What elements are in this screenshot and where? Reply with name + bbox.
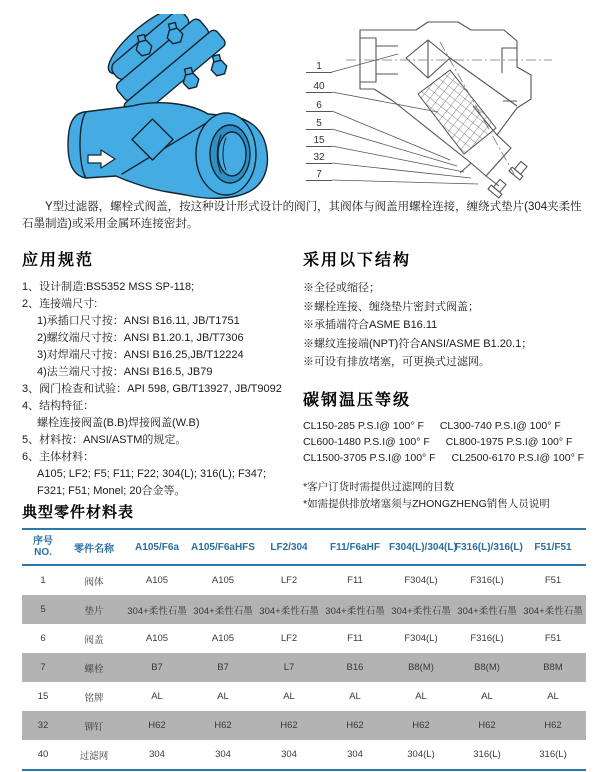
material-cell: 304+柔性石墨	[523, 605, 583, 617]
structure-item: ※承插端符合ASME B16.11	[303, 319, 438, 331]
table-row	[22, 682, 586, 711]
column-header-material: F304(L)/304(L)	[388, 529, 454, 565]
material-cell: AL	[283, 691, 295, 702]
material-cell: LF2	[280, 633, 298, 644]
material-cell: F51	[544, 633, 562, 644]
structure-item: ※全径或缩径；	[303, 282, 380, 294]
material-cell: H62	[412, 720, 430, 731]
spec-item: 螺栓连接阀盖(B.B)焊接阀盖(W.B)	[37, 417, 200, 429]
temperature-rating-lines	[303, 418, 589, 466]
material-cell: L7	[283, 662, 295, 673]
part-name-cell: 阀体	[84, 576, 104, 588]
material-cell: B16	[346, 662, 364, 673]
spec-item: 4)法兰端尺寸按：ANSI B16.5, JB79	[37, 366, 213, 378]
spec-item: 2)螺纹端尺寸按：ANSI B1.20.1, JB/T7306	[37, 332, 244, 344]
material-cell: B7	[217, 662, 229, 673]
rating-value: CL800-1975 P.S.I@ 100° F	[445, 435, 573, 448]
table-row	[22, 565, 586, 595]
structure-item: ※螺纹连接端(NPT)符合ANSI/ASME B1.20.1；	[303, 337, 533, 350]
material-cell: A105	[145, 633, 169, 644]
callout-part-6: 6	[306, 100, 332, 112]
material-cell: A105	[145, 575, 169, 586]
material-cell: 304+柔性石墨	[259, 605, 319, 617]
application-specs-section	[22, 247, 296, 500]
column-header-material: A105/F6a	[124, 529, 190, 565]
part-no-cell: 5	[40, 604, 46, 615]
part-name-cell: 铭牌	[84, 692, 104, 704]
order-note: *如需提供排放堵塞须与ZHONGZHENG销售人员说明	[303, 498, 550, 510]
column-header-material: F316(L)/316(L)	[454, 529, 520, 565]
material-cell: B8(M)	[408, 662, 434, 673]
application-specs-list	[22, 279, 296, 500]
rating-value: CL300-740 P.S.I@ 100° F	[439, 419, 561, 432]
y-strainer-3d-icon	[58, 14, 300, 200]
temperature-rating-title: 碳钢温压等级	[303, 391, 412, 409]
part-name-cell: 阀盖	[84, 634, 104, 646]
material-cell: F11	[347, 633, 363, 644]
part-no-cell: 32	[37, 720, 49, 731]
material-cell: 304	[322, 740, 388, 770]
material-cell: 304	[256, 740, 322, 770]
valve-illustration	[58, 14, 300, 200]
column-header-material: LF2/304	[256, 529, 322, 565]
callout-part-7: 7	[306, 169, 332, 181]
structure-title: 采用以下结构	[303, 252, 412, 269]
temperature-line	[303, 418, 589, 434]
part-name-cell: 过滤网	[64, 740, 124, 770]
material-cell: AL	[151, 691, 163, 702]
spec-item: 1)承插口尺寸按：ANSI B16.11, JB/T1751	[37, 315, 240, 327]
material-cell: H62	[478, 720, 496, 731]
part-name-cell: 铆钉	[84, 721, 104, 733]
material-cell: A105	[211, 633, 235, 644]
spec-item: A105; LF2; F5; F11; F22; 304(L); 316(L); F347;	[37, 468, 267, 480]
material-cell: B7	[151, 662, 163, 673]
structure-section	[303, 247, 589, 514]
material-cell: 316(L)	[454, 740, 520, 770]
intro-paragraph: Y型过滤器，螺栓式阀盖，按这种设计形式设计的阀门，其阀体与阀盖用螺栓连接，缠绕式垫片(304夹柔性石墨制造)或采用金属环连接密封。	[22, 201, 582, 230]
part-no-cell: 6	[40, 633, 46, 644]
temperature-line	[303, 450, 589, 466]
rating-value: CL600-1480 P.S.I@ 100° F	[303, 435, 430, 448]
material-cell: 316(L)	[520, 740, 586, 770]
table-row	[22, 624, 586, 653]
material-cell: AL	[481, 691, 493, 702]
spec-item: 6、主体材料：	[22, 451, 95, 463]
y-strainer-section-icon	[300, 14, 596, 204]
table-header-row	[22, 529, 586, 565]
spec-item: 1、设计制造:BS5352 MSS SP-118;	[22, 281, 195, 293]
part-no-cell: 1	[40, 575, 46, 586]
material-cell: AL	[349, 691, 361, 702]
material-cell: LF2	[280, 575, 298, 586]
table-row	[22, 711, 586, 740]
material-cell: H62	[280, 720, 298, 731]
part-no-cell: 40	[22, 740, 64, 770]
column-header-no	[22, 529, 64, 565]
material-cell: H62	[214, 720, 232, 731]
material-cell: AL	[217, 691, 229, 702]
callout-part-15: 15	[306, 135, 332, 147]
rating-value: CL2500-6170 P.S.I@ 100° F	[451, 451, 585, 464]
part-name-cell: 垫片	[84, 605, 104, 617]
structure-list	[303, 279, 589, 372]
part-no-cell: 7	[40, 662, 46, 673]
material-cell: A105	[211, 575, 235, 586]
spec-item: 5、材料按：ANSI/ASTM的规定。	[22, 434, 187, 446]
materials-table	[22, 528, 586, 771]
material-cell: B8(M)	[474, 662, 500, 673]
material-cell: F51	[544, 575, 562, 586]
structure-item: ※螺栓连接、缠绕垫片密封式阀盖；	[303, 300, 479, 313]
material-cell: AL	[415, 691, 427, 702]
valve-cross-section-drawing	[300, 14, 596, 204]
material-cell: 304+柔性石墨	[391, 605, 451, 617]
column-header-no-cn: 序号	[33, 536, 53, 547]
spec-item: 3、阀门检查和试验：API 598, GB/T13927, JB/T9092	[22, 383, 282, 395]
spec-item: 4、结构特征：	[22, 400, 95, 412]
material-cell: 304	[190, 740, 256, 770]
column-header-material: F11/F6aHF	[322, 529, 388, 565]
application-specs-title: 应用规范	[22, 252, 95, 269]
column-header-material: A105/F6aHFS	[190, 529, 256, 565]
spec-item: 3)对焊端尺寸按：ANSI B16.25,JB/T12224	[37, 349, 244, 361]
material-cell: H62	[544, 720, 562, 731]
material-cell: 304	[124, 740, 190, 770]
callout-part-32: 32	[306, 152, 332, 164]
material-cell: F304(L)	[404, 633, 438, 644]
material-cell: 304+柔性石墨	[193, 605, 253, 617]
material-cell: H62	[148, 720, 166, 731]
column-header-no-en: NO.	[34, 547, 52, 558]
part-name-cell: 螺栓	[84, 663, 104, 675]
materials-table-title: 典型零件材料表	[22, 504, 135, 521]
structure-item: ※可设有排放堵塞，可更换式过滤网。	[303, 356, 490, 368]
callout-part-5: 5	[306, 118, 332, 130]
material-cell: F316(L)	[470, 575, 504, 586]
callout-part-40: 40	[306, 81, 332, 93]
table-row	[22, 595, 586, 624]
material-cell: F316(L)	[470, 633, 504, 644]
spec-item: F321; F51; Monel; 20合金等。	[37, 485, 186, 497]
material-cell: 304+柔性石墨	[457, 605, 517, 617]
column-header-part-name: 零件名称	[64, 529, 124, 565]
callout-part-1: 1	[306, 61, 332, 73]
part-no-cell: 15	[37, 691, 49, 702]
material-cell: F11	[347, 575, 363, 586]
spec-item: 2、连接端尺寸:	[22, 298, 98, 310]
table-row	[22, 740, 586, 770]
material-cell: B8M	[543, 662, 563, 673]
material-cell: H62	[346, 720, 364, 731]
material-cell: 304+柔性石墨	[325, 605, 385, 617]
material-cell: AL	[547, 691, 559, 702]
material-cell: 304(L)	[388, 740, 454, 770]
material-cell: F304(L)	[404, 575, 438, 586]
order-note: *客户订货时需提供过滤网的目数	[303, 480, 455, 493]
temperature-line	[303, 434, 589, 450]
column-header-material: F51/F51	[520, 529, 586, 565]
rating-value: CL150-285 P.S.I@ 100° F	[303, 419, 424, 432]
rating-value: CL1500-3705 P.S.I@ 100° F	[303, 451, 436, 464]
table-row	[22, 653, 586, 682]
materials-table-section	[22, 501, 586, 771]
material-cell: 304+柔性石墨	[127, 605, 187, 617]
